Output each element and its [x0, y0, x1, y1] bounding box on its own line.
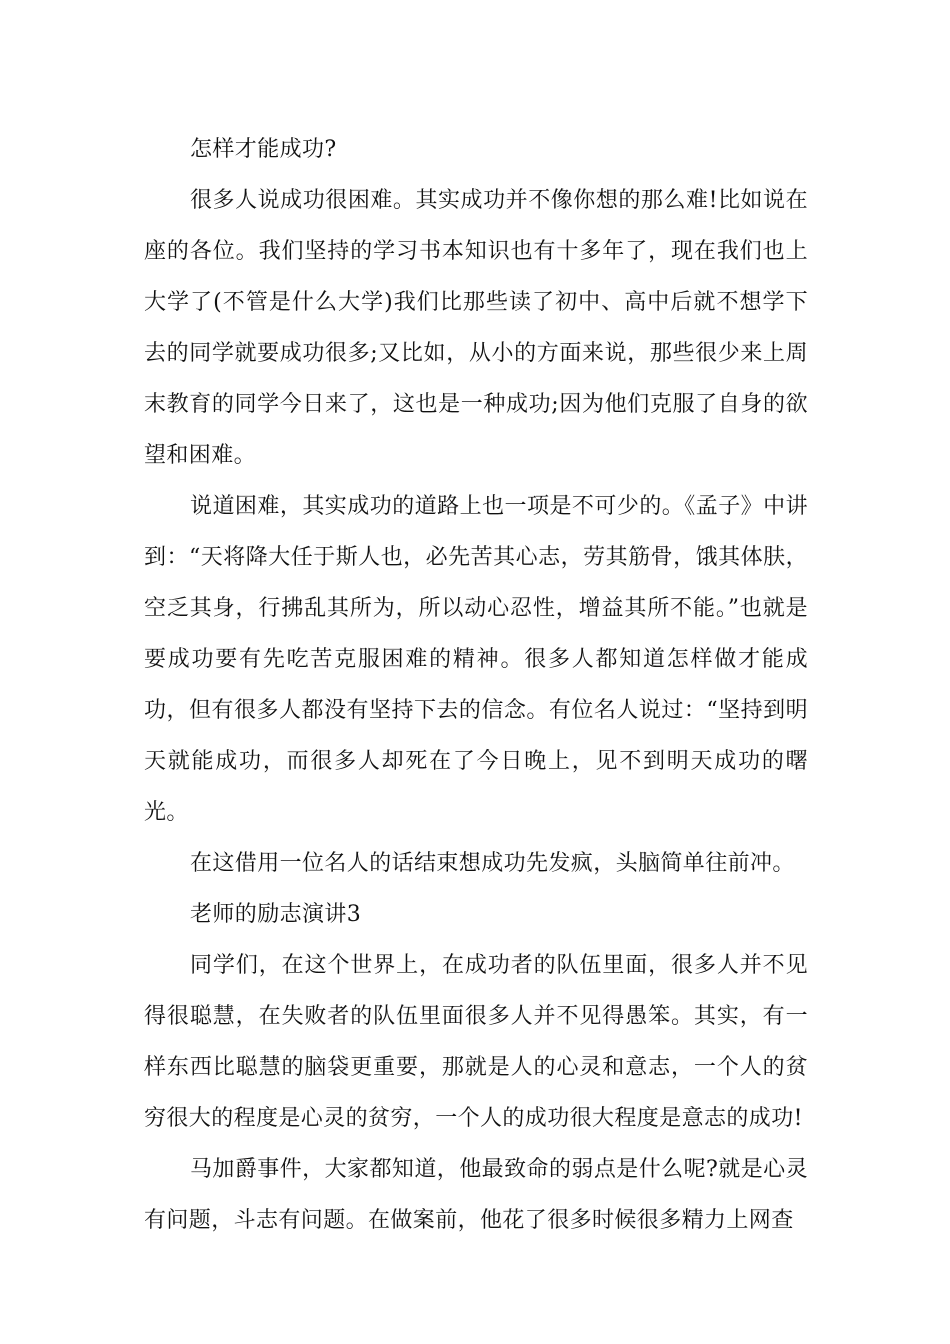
document-body: [144, 124, 808, 1246]
paragraph: 马加爵事件，大家都知道，他最致命的弱点是什么呢?就是心灵有问题，斗志有问题。在做案前，他花了很多时候很多精力上网查: [144, 1157, 808, 1233]
section-heading: 老师的励志演讲3: [190, 902, 362, 927]
paragraph: 很多人说成功很困难。其实成功并不像你想的那么难!比如说在座的各位。我们坚持的学习书本知识也有十多年了，现在我们也上大学了(不管是什么大学)我们比那些读了初中、高中后就不想学下去的同学就要成功很多;又比如，从小的方面来说，那些很少来上周末教育的同学今日来了，这也是一种成功;因为他们克服了自身的欲望和困难。: [144, 188, 808, 468]
paragraph: 在这借用一位名人的话结束想成功先发疯，头脑简单往前冲。: [190, 851, 795, 876]
paragraph-heading-how-to-succeed: 怎样才能成功?: [190, 137, 337, 162]
paragraph: 说道困难，其实成功的道路上也一项是不可少的。《孟子》中讲到：“天将降大任于斯人也，必先苦其心志，劳其筋骨，饿其体肤，空乏其身，行拂乱其所为，所以动心忍性，增益其所不能。”也就是要成功要有先吃苦克服困难的精神。很多人都知道怎样做才能成功，但有很多人都没有坚持下去的信念。有位名人说过：“坚持到明天就能成功，而很多人却死在了今日晚上，见不到明天成功的曙光。: [144, 494, 808, 825]
paragraph: 同学们，在这个世界上，在成功者的队伍里面，很多人并不见得很聪慧，在失败者的队伍里面很多人并不见得愚笨。其实，有一样东西比聪慧的脑袋更重要，那就是人的心灵和意志，一个人的贫穷很大的程度是心灵的贫穷，一个人的成功很大程度是意志的成功!: [144, 953, 808, 1131]
